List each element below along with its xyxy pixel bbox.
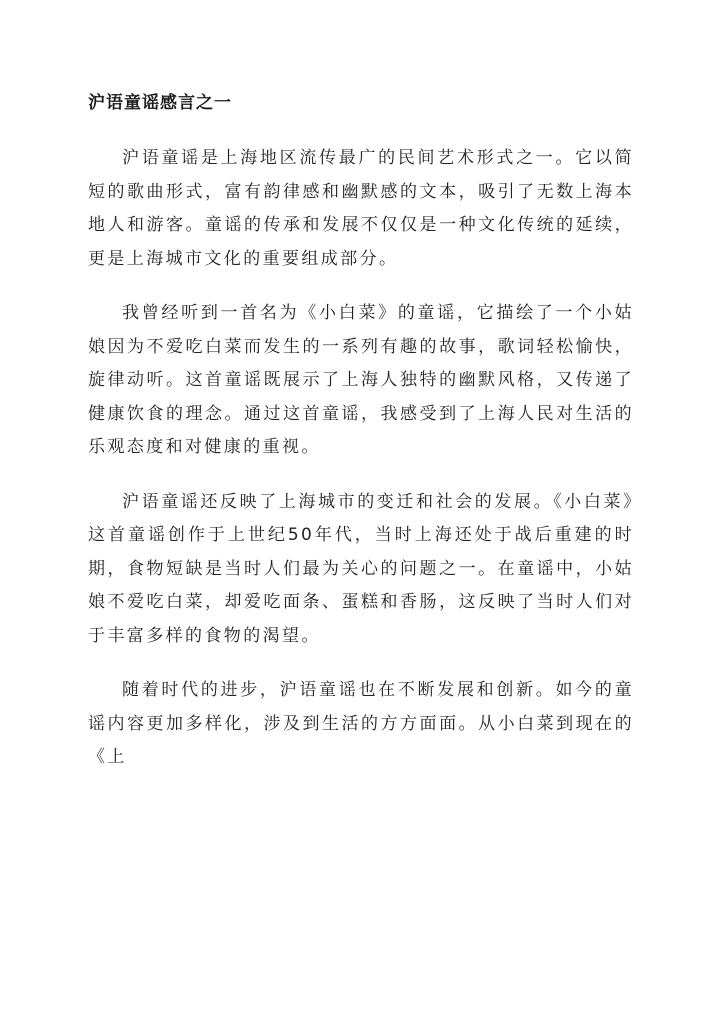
document-body — [88, 142, 634, 796]
paragraph-1: 沪语童谣是上海地区流传最广的民间艺术形式之一。它以简短的歌曲形式，富有韵律感和幽默感的文本，吸引了无数上海本地人和游客。童谣的传承和发展不仅仅是一种文化传统的延续，更是上海城市文化的重要组成部分。 — [88, 148, 634, 269]
paragraph-4: 随着时代的进步，沪语童谣也在不断发展和创新。如今的童谣内容更加多样化，涉及到生活的方方面面。从小白菜到现在的《上 — [88, 680, 634, 767]
document-title: 沪语童谣感言之一 — [88, 93, 232, 113]
paragraph-3: 沪语童谣还反映了上海城市的变迁和社会的发展。《小白菜》这首童谣创作于上世纪50年代，当时上海还处于战后重建的时期，食物短缺是当时人们最为关心的问题之一。在童谣中，小姑娘不爱吃白菜，却爱吃面条、蛋糕和香肠，这反映了当时人们对于丰富多样的食物的渴望。 — [88, 491, 634, 646]
paragraph-2: 我曾经听到一首名为《小白菜》的童谣，它描绘了一个小姑娘因为不爱吃白菜而发生的一系列有趣的故事，歌词轻松愉快，旋律动听。这首童谣既展示了上海人独特的幽默风格，又传递了健康饮食的理念。通过这首童谣，我感受到了上海人民对生活的乐观态度和对健康的重视。 — [88, 303, 634, 457]
